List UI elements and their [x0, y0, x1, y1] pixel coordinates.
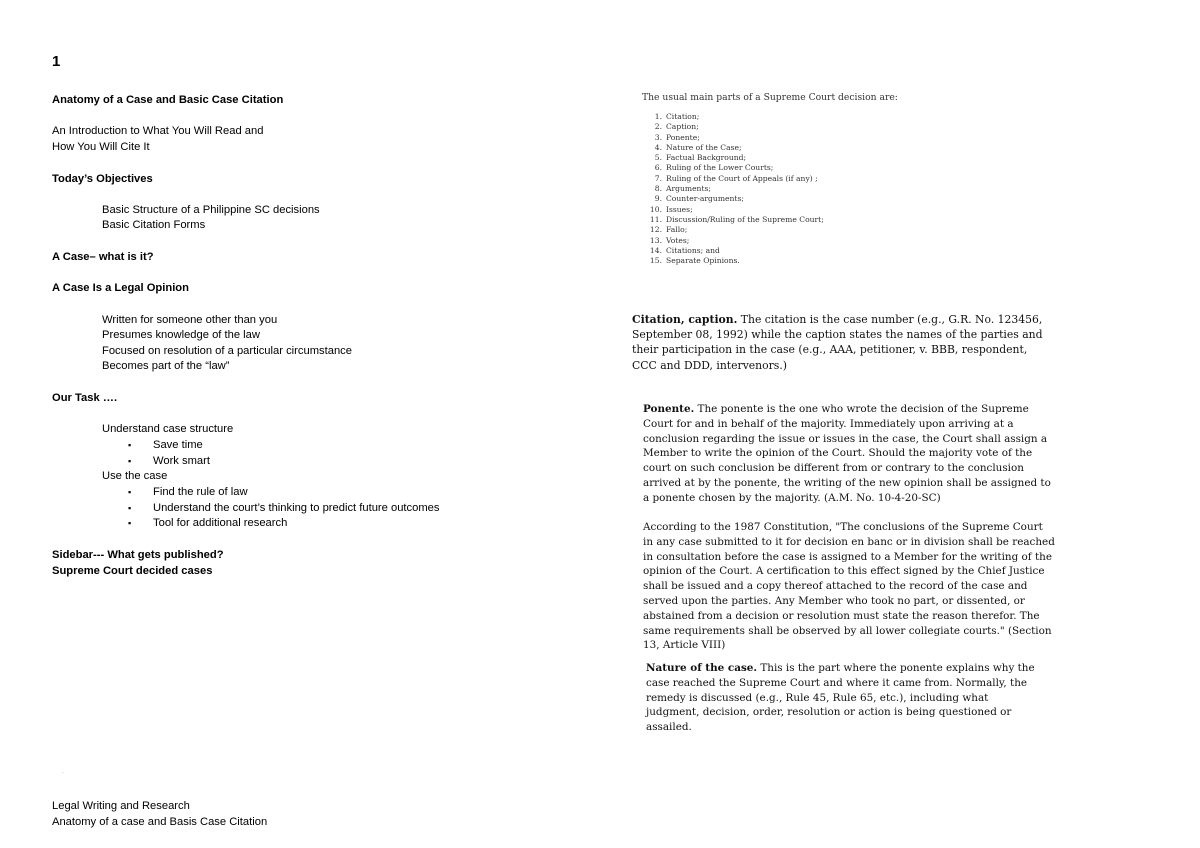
part-item [646, 133, 824, 143]
bullet-item: ▪ Understand the court’s thinking to predict future outcomes [128, 501, 439, 517]
part-number: 1. [654, 112, 662, 121]
part-number: 3. [654, 132, 662, 142]
bullet-item: ▪ Tool for additional research [128, 516, 439, 532]
nature-paragraph [646, 661, 1041, 735]
part-item [646, 184, 824, 194]
part-text: Caption; [666, 122, 699, 132]
objective-item: Basic Structure of a Philippine SC decisions [102, 204, 320, 216]
footer-line-1: Legal Writing and Research [52, 800, 190, 812]
part-number: 7. [654, 173, 662, 183]
part-number: 9. [654, 194, 662, 204]
legal-opinion-item: Presumes knowledge of the law [102, 329, 260, 341]
part-text: Nature of the Case; [666, 142, 742, 152]
task-item: Use the case [102, 470, 168, 482]
part-number: 8. [654, 184, 662, 194]
document-title: Anatomy of a Case and Basic Case Citation [52, 94, 284, 106]
part-number: 6. [654, 163, 662, 173]
part-text: Factual Background; [666, 153, 747, 163]
part-item [646, 163, 824, 173]
part-number: 5. [654, 153, 662, 163]
task-item-1-bullets [52, 438, 210, 469]
page-number: 1 [52, 53, 61, 70]
task-heading: Our Task …. [52, 392, 118, 404]
intro-line-2: How You Will Cite It [52, 141, 150, 153]
parts-list [646, 112, 824, 266]
footer-line-2: Anatomy of a case and Basis Case Citation [52, 815, 268, 828]
part-item [646, 215, 824, 225]
citation-text: The citation is the case number (e.g., G.R. No. 123456, September 08, 1992) while the caption states the names of the parties and their participation in the case (e.g., AAA, petitioner, v. BBB, respondent, CCC and DDD, intervenors.) [632, 313, 1043, 372]
citation-paragraph [632, 312, 1052, 373]
part-text: Ponente; [666, 132, 700, 142]
part-number: 15. [649, 256, 662, 266]
part-number: 2. [654, 122, 662, 132]
part-number: 4. [654, 142, 662, 152]
part-text: Separate Opinions. [666, 256, 740, 266]
legal-opinion-item: Becomes part of the “law” [102, 360, 230, 372]
part-text: Citation; [666, 112, 700, 121]
part-number: 12. [649, 225, 662, 235]
part-item [646, 153, 824, 163]
part-item [646, 236, 824, 246]
constitution-text: According to the 1987 Constitution, "The conclusions of the Supreme Court in any case submitted to it for decision en banc or in division shall be reached in consultation before the case is assigned to a Member for the writing of the opinion of the Court. A certification to this effect signed by the Chief Justice shall be issued and a copy thereof attached to the record of the case and served upon the parties. Any Member who took no part, or dissented, or abstained from a decision or resolution must state the reason therefor. The same requirements shall be observed by all lower collegiate courts." (Section 13, Article VIII) [643, 521, 1055, 652]
bullet-item: ▪ Find the rule of law [128, 485, 439, 501]
part-item [646, 205, 824, 215]
part-number: 10. [649, 204, 662, 214]
nature-heading: Nature of the case. [646, 662, 758, 674]
parts-title: The usual main parts of a Supreme Court decision are: [642, 92, 898, 103]
part-item [646, 122, 824, 132]
part-item [646, 256, 824, 266]
ponente-paragraph [643, 402, 1055, 506]
part-item [646, 225, 824, 235]
part-text: Arguments; [666, 184, 711, 194]
part-text: Votes; [666, 235, 690, 245]
sidebar-line-1: Sidebar--- What gets published? [52, 549, 224, 561]
citation-heading: Citation, caption. [632, 313, 738, 326]
footer [52, 799, 267, 830]
part-text: Citations; and [666, 245, 720, 255]
part-item [646, 174, 824, 184]
part-item [646, 143, 824, 153]
part-number: 14. [649, 245, 662, 255]
part-item [646, 194, 824, 204]
part-item [646, 112, 824, 122]
objectives-heading: Today’s Objectives [52, 173, 153, 185]
part-text: Counter-arguments; [666, 194, 744, 204]
part-text: Fallo; [666, 225, 688, 235]
part-text: Discussion/Ruling of the Supreme Court; [666, 214, 824, 224]
case-what-heading: A Case– what is it? [52, 251, 154, 263]
part-number: 11. [649, 214, 662, 224]
bullet-item: ▪ Save time [128, 438, 210, 454]
constitution-paragraph [643, 520, 1055, 653]
nature-text: This is the part where the ponente explains why the case reached the Supreme Court and where it came from. Normally, the remedy is discussed (e.g., Rule 45, Rule 65, etc.), including what judgment, decision, order, resolution or action is being questioned or assailed. [646, 662, 1035, 734]
sidebar-line-2: Supreme Court decided cases [52, 565, 213, 577]
bullet-item: ▪ Work smart [128, 454, 210, 470]
ponente-text: The ponente is the one who wrote the decision of the Supreme Court for and in behalf of the majority. Immediately upon arriving at a conclusion regarding the issue or issues in the case, the Court shall assign a Member to write the opinion of the Court. Should the majority vote of the court on such conclusion be different from or contrary to the conclusion arrived at by the ponente, the writing of the new opinion shall be assigned to a ponente chosen by the majority. (A.M. No. 10-4-20-SC) [643, 403, 1051, 504]
stray-mark: · [62, 770, 64, 776]
task-item: Understand case structure [102, 423, 234, 435]
part-text: Ruling of the Court of Appeals (if any) ; [666, 173, 818, 183]
objective-item: Basic Citation Forms [102, 219, 206, 231]
ponente-heading: Ponente. [643, 403, 695, 415]
part-text: Issues; [666, 204, 693, 214]
legal-opinion-item: Written for someone other than you [102, 314, 278, 326]
legal-opinion-heading: A Case Is a Legal Opinion [52, 282, 189, 294]
part-number: 13. [649, 235, 662, 245]
task-item-2-bullets [52, 485, 439, 532]
part-item [646, 246, 824, 256]
legal-opinion-item: Focused on resolution of a particular circumstance [102, 345, 352, 357]
intro-line-1: An Introduction to What You Will Read and [52, 125, 264, 137]
part-text: Ruling of the Lower Courts; [666, 163, 774, 173]
